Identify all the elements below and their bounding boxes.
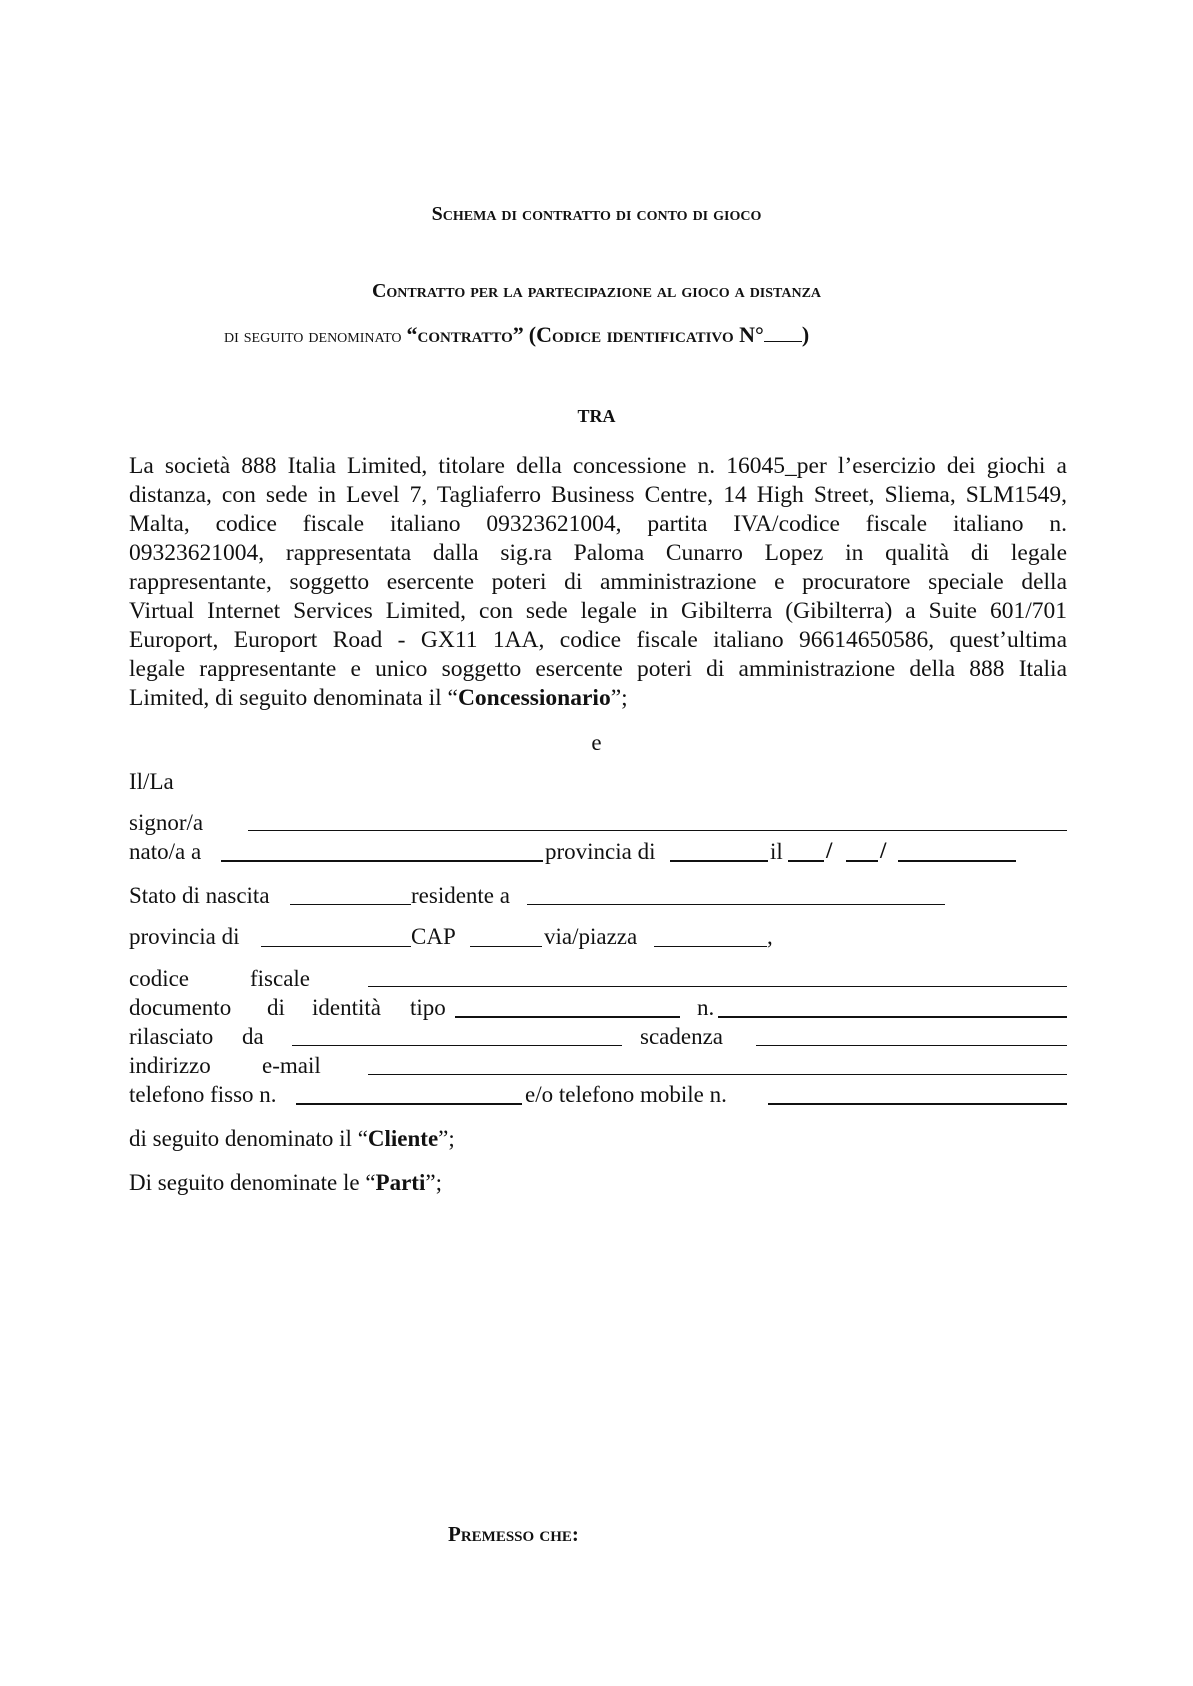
- nato-field[interactable]: [221, 860, 543, 862]
- document-title: Schema di contratto di conto di gioco: [431, 203, 762, 225]
- provincia-di-label: provincia di: [545, 839, 656, 864]
- residente-field[interactable]: [527, 904, 945, 905]
- paragraph-line: Malta, codice fiscale italiano 09323621004, partita IVA/codice fiscale italiano n.: [129, 511, 1067, 537]
- telefono-mobile-field[interactable]: [768, 1103, 1067, 1105]
- paragraph-last-line: [129, 684, 1067, 713]
- premesso-heading: Premesso che:: [448, 1522, 579, 1546]
- parti-suffix: ”;: [425, 1170, 442, 1195]
- di-label: di: [267, 995, 285, 1020]
- contract-denomination-line: [224, 322, 809, 348]
- date-slash: /: [880, 838, 887, 863]
- document-subtitle: Contratto per la partecipazione al gioco a distanza: [371, 280, 822, 302]
- parti-term: Parti: [375, 1170, 426, 1195]
- provincia-field[interactable]: [670, 860, 768, 862]
- conjunction-e: e: [591, 730, 602, 755]
- scadenza-field[interactable]: [756, 1045, 1067, 1046]
- cliente-prefix: di seguito denominato il “: [129, 1126, 368, 1151]
- tipo-label: tipo: [410, 995, 446, 1020]
- via-piazza-field[interactable]: [654, 946, 767, 947]
- email-field[interactable]: [368, 1074, 1067, 1075]
- parti-prefix: Di seguito denominate le “: [129, 1170, 376, 1195]
- last-line-prefix: Limited, di seguito denominata il “: [129, 685, 458, 711]
- codice-identificativo-blank[interactable]: [764, 341, 802, 342]
- signora-label: signor/a: [129, 810, 204, 835]
- stato-nascita-field[interactable]: [290, 904, 411, 905]
- il-la-label: Il/La: [129, 769, 174, 794]
- telefono-fisso-label: telefono fisso n.: [129, 1082, 277, 1107]
- birth-day-field[interactable]: [788, 860, 824, 862]
- cliente-term: Cliente: [367, 1126, 439, 1151]
- via-comma: ,: [767, 924, 773, 949]
- date-slash: /: [826, 838, 833, 863]
- denominato-prefix: di seguito denominato: [224, 325, 402, 347]
- rilasciato-label: rilasciato: [129, 1024, 214, 1049]
- cliente-line: [129, 1124, 455, 1153]
- paragraph-line: distanza, con sede in Level 7, Tagliaferro Business Centre, 14 High Street, Sliema, SLM1549,: [129, 482, 1067, 508]
- codice-identificativo-label: (Codice identificativo N°: [528, 322, 764, 347]
- concessionario-term: Concessionario: [457, 685, 611, 711]
- residente-label: residente a: [411, 883, 510, 908]
- da-label: da: [242, 1024, 264, 1049]
- indirizzo-label: indirizzo: [129, 1053, 211, 1078]
- documento-tipo-field[interactable]: [455, 1016, 680, 1018]
- rilasciato-da-field[interactable]: [292, 1045, 622, 1046]
- paragraph-line: La società 888 Italia Limited, titolare della concessione n. 16045_per l’esercizio dei giochi a: [129, 453, 1067, 479]
- paragraph-line: legale rappresentante e unico soggetto esercente poteri di amministrazione della 888 Italia: [129, 656, 1067, 682]
- cliente-suffix: ”;: [438, 1126, 455, 1151]
- scadenza-label: scadenza: [640, 1024, 723, 1049]
- stato-nascita-label: Stato di nascita: [129, 883, 270, 908]
- numero-label: n.: [697, 995, 715, 1020]
- nato-label: nato/a a: [129, 839, 202, 864]
- documento-numero-field[interactable]: [718, 1016, 1067, 1018]
- codice-close-paren: ): [801, 322, 810, 347]
- il-label: il: [770, 839, 783, 864]
- birth-month-field[interactable]: [846, 860, 878, 862]
- codice-label: codice: [129, 966, 190, 991]
- telefono-fisso-field[interactable]: [296, 1103, 522, 1105]
- cap-field[interactable]: [470, 946, 542, 947]
- concessionario-paragraph: [129, 452, 1067, 713]
- provincia-residenza-field[interactable]: [261, 946, 411, 947]
- paragraph-line: rappresentante, soggetto esercente poteri di amministrazione e procuratore speciale della: [129, 569, 1067, 595]
- fiscale-label: fiscale: [250, 966, 311, 991]
- last-line-suffix: ”;: [610, 685, 628, 711]
- identita-label: identità: [312, 995, 381, 1020]
- signora-field[interactable]: [248, 830, 1067, 831]
- tra-heading: TRA: [577, 406, 616, 426]
- codice-fiscale-field[interactable]: [368, 986, 1067, 987]
- telefono-mobile-label: e/o telefono mobile n.: [525, 1082, 727, 1107]
- documento-label: documento: [129, 995, 232, 1020]
- email-label: e-mail: [262, 1053, 321, 1078]
- contratto-label: “contratto”: [406, 322, 524, 347]
- via-piazza-label: via/piazza: [544, 924, 638, 949]
- paragraph-line: Virtual Internet Services Limited, con sede legale in Gibilterra (Gibilterra) a Suite 601/701: [129, 598, 1067, 624]
- paragraph-line: 09323621004, rappresentata dalla sig.ra Paloma Cunarro Lopez in qualità di legale: [129, 540, 1067, 566]
- paragraph-line: Europort, Europort Road - GX11 1AA, codice fiscale italiano 96614650586, quest’ultima: [129, 627, 1067, 653]
- parti-line: [129, 1168, 442, 1197]
- birth-year-field[interactable]: [898, 860, 1016, 862]
- cap-label: CAP: [411, 924, 456, 949]
- provincia-di-label-2: provincia di: [129, 924, 240, 949]
